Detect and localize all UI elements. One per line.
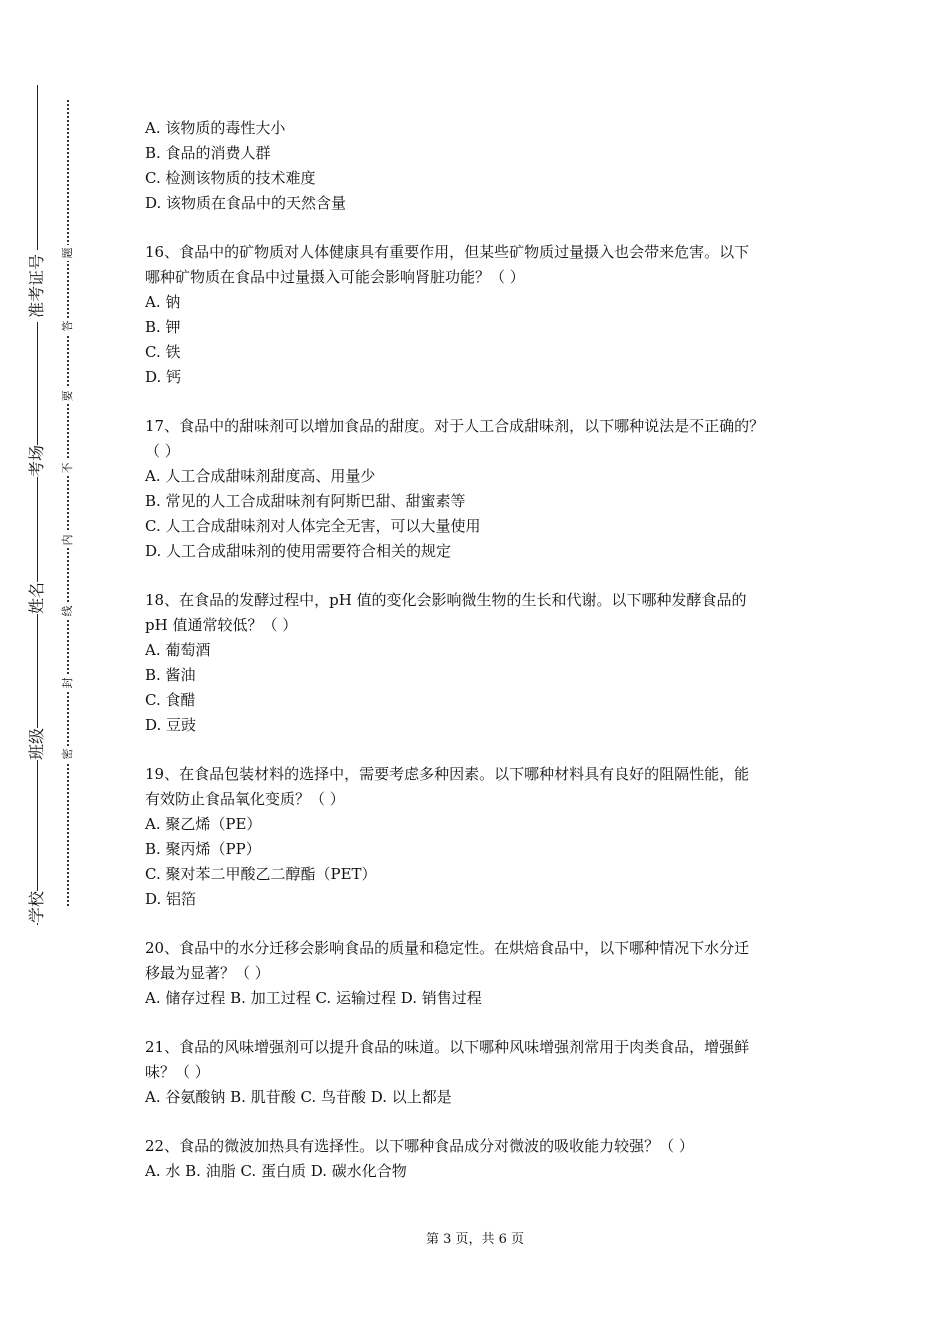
question-21: [145, 1035, 835, 1110]
option: D. 豆豉: [145, 716, 197, 734]
question-16: [145, 240, 835, 390]
question-text: 21、食品的风味增强剂可以提升食品的味道。以下哪种风味增强剂常用于肉类食品，增强鲜: [145, 1038, 750, 1056]
question-text: 17、食品中的甜味剂可以增加食品的甜度。对于人工合成甜味剂，以下哪种说法是不正确的？: [145, 417, 765, 435]
option: C. 检测该物质的技术难度: [145, 169, 316, 187]
option: C. 聚对苯二甲酸乙二醇酯（PET）: [145, 865, 377, 883]
page-number: 第 3 页，共 6 页: [425, 1232, 525, 1247]
seal-char: 不: [60, 460, 76, 476]
question-text: 味？（ ）: [145, 1063, 210, 1081]
class-label: 班级: [21, 728, 53, 760]
option: B. 常见的人工合成甜味剂有阿斯巴甜、甜蜜素等: [145, 492, 466, 510]
question-text: 20、食品中的水分迁移会影响食品的质量和稳定性。在烘焙食品中，以下哪种情况下水分迁: [145, 939, 750, 957]
option: C. 铁: [145, 343, 181, 361]
option: A. 聚乙烯（PE）: [145, 815, 262, 833]
seal-char: 内: [60, 532, 76, 548]
binding-dotted-line: [67, 100, 69, 906]
question-text: 22、食品的微波加热具有选择性。以下哪种食品成分对微波的吸收能力较强？（ ）: [145, 1137, 694, 1155]
option: C. 食醋: [145, 691, 196, 709]
seal-char: 题: [60, 245, 76, 261]
option: D. 钙: [145, 368, 182, 386]
question-15-options: [145, 116, 835, 216]
question-19: [145, 762, 835, 912]
name-label: 姓名: [21, 582, 53, 614]
exam-room-label: 考场: [21, 445, 53, 477]
question-18: [145, 588, 835, 738]
option: D. 该物质在食品中的天然含量: [145, 194, 347, 212]
seal-char: 封: [60, 675, 76, 691]
option: C. 人工合成甜味剂对人体完全无害，可以大量使用: [145, 517, 481, 535]
question-text: 19、在食品包装材料的选择中，需要考虑多种因素。以下哪种材料具有良好的阻隔性能，能: [145, 765, 750, 783]
option: A. 该物质的毒性大小: [145, 119, 286, 137]
question-text: 哪种矿物质在食品中过量摄入可能会影响肾脏功能？（ ）: [145, 268, 525, 286]
seal-char: 答: [60, 318, 76, 334]
question-text: 移最为显著？（ ）: [145, 964, 270, 982]
question-text: 16、食品中的矿物质对人体健康具有重要作用，但某些矿物质过量摄入也会带来危害。以下: [145, 243, 750, 261]
question-text: 18、在食品的发酵过程中，pH 值的变化会影响微生物的生长和代谢。以下哪种发酵食品的: [145, 591, 747, 609]
options-inline: A. 储存过程 B. 加工过程 C. 运输过程 D. 销售过程: [145, 989, 482, 1007]
options-inline: A. 谷氨酸钠 B. 肌苷酸 C. 鸟苷酸 D. 以上都是: [145, 1088, 452, 1106]
option: B. 酱油: [145, 666, 196, 684]
question-content: [145, 116, 835, 1184]
option: D. 人工合成甜味剂的使用需要符合相关的规定: [145, 542, 452, 560]
option: A. 人工合成甜味剂甜度高、用量少: [145, 467, 376, 485]
question-text: （ ）: [145, 442, 180, 460]
binding-margin: [0, 0, 110, 1344]
binding-solid-line: [37, 85, 38, 925]
seal-char: 线: [60, 603, 76, 619]
question-17: [145, 414, 835, 564]
seal-char: 密: [60, 746, 76, 762]
option: A. 钠: [145, 293, 181, 311]
seal-char: 要: [60, 388, 76, 404]
option: B. 钾: [145, 318, 181, 336]
option: D. 铝箔: [145, 890, 197, 908]
question-text: pH 值通常较低？（ ）: [145, 616, 298, 634]
question-text: 有效防止食品氧化变质？（ ）: [145, 790, 345, 808]
option: B. 食品的消费人群: [145, 144, 271, 162]
school-label: 学校: [21, 891, 53, 923]
option: A. 葡萄酒: [145, 641, 211, 659]
question-22: [145, 1134, 835, 1184]
question-20: [145, 936, 835, 1011]
option: B. 聚丙烯（PP）: [145, 840, 261, 858]
options-inline: A. 水 B. 油脂 C. 蛋白质 D. 碳水化合物: [145, 1162, 407, 1180]
exam-number-label: 准考证号: [21, 250, 53, 322]
